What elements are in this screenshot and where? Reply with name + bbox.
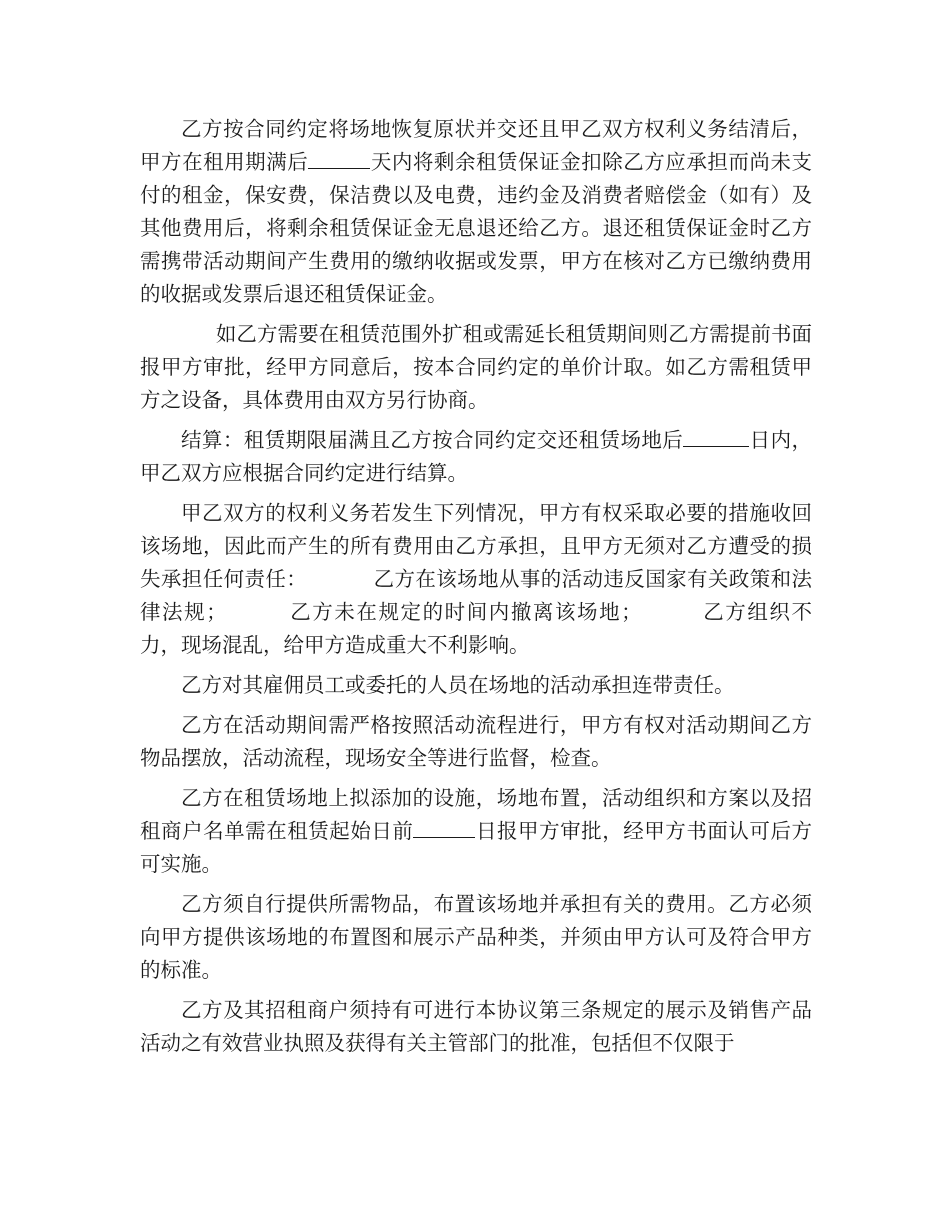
paragraph-supplies: 乙方须自行提供所需物品，布置该场地并承担有关的费用。乙方必须向甲方提供该场地的布置图和展示产品种类，并须由甲方认可及符合甲方的标准。 [140, 892, 812, 982]
condition-item: 乙方在该场地从事的活动违反国家有关政策和法律法规； [140, 567, 812, 624]
fill-in-blank-days [308, 146, 370, 169]
paragraph-termination-conditions [140, 497, 812, 662]
paragraph-text: 结算：租赁期限届满且乙方按合同约定交还租赁场地后 [181, 428, 684, 452]
paragraph-supervision: 乙方在活动期间需严格按照活动流程进行，甲方有权对活动期间乙方物品摆放，活动流程，现场安全等进行监督，检查。 [140, 713, 812, 770]
paragraph-deposit-refund [140, 113, 812, 311]
paragraph-text: 乙方在租赁场地上拟添加的设施，场地布置，活动组织和方案以及招租商户名单需在租赁起始日前 [140, 786, 812, 843]
paragraph-settlement [140, 424, 812, 490]
condition-item: 乙方组织不力，现场混乱，给甲方造成重大不利影响。 [140, 600, 812, 657]
paragraph-text: 日报甲方审批，经甲方书面认可后方可实施。 [140, 819, 813, 876]
fill-in-blank-days [413, 815, 475, 838]
paragraph-approval [140, 782, 812, 881]
paragraph-text: 甲乙双方的权利义务若发生下列情况，甲方有权采取必要的措施收回该场地，因此而产生的所有费用由乙方承担，且甲方无须对乙方遭受的损失承担任何责任： [140, 501, 812, 591]
condition-item: 乙方未在规定的时间内撤离该场地； [288, 600, 642, 624]
paragraph-text: 乙方按合同约定将场地恢复原状并交还且甲乙双方权利义务结清后，甲方在租用期满后 [140, 117, 812, 174]
fill-in-blank-days [683, 424, 749, 447]
paragraph-licenses: 乙方及其招租商户须持有可进行本协议第三条规定的展示及销售产品活动之有效营业执照及获得有关主管部门的批准，包括但不仅限于 [140, 998, 812, 1055]
paragraph-text: 天内将剩余租赁保证金扣除乙方应承担而尚未支付的租金，保安费，保洁费以及电费，违约金及消费者赔偿金（如有）及其他费用后，将剩余租赁保证金无息退还给乙方。退还租赁保证金时乙方需携带活动期间产生费用的缴纳收据或发票，甲方在核对乙方已缴纳费用的收据或发票后退还租赁保证金。 [140, 150, 813, 306]
paragraph-extension: 如乙方需要在租赁范围外扩租或需延长租赁期间则乙方需提前书面报甲方审批，经甲方同意后，按本合同约定的单价计取。如乙方需租赁甲方之设备，具体费用由双方另行协商。 [140, 322, 812, 412]
paragraph-text: 日内，甲乙双方应根据合同约定进行结算。 [140, 428, 813, 485]
paragraph-joint-liability: 乙方对其雇佣员工或委托的人员在场地的活动承担连带责任。 [181, 673, 735, 697]
document-body [140, 113, 812, 1067]
